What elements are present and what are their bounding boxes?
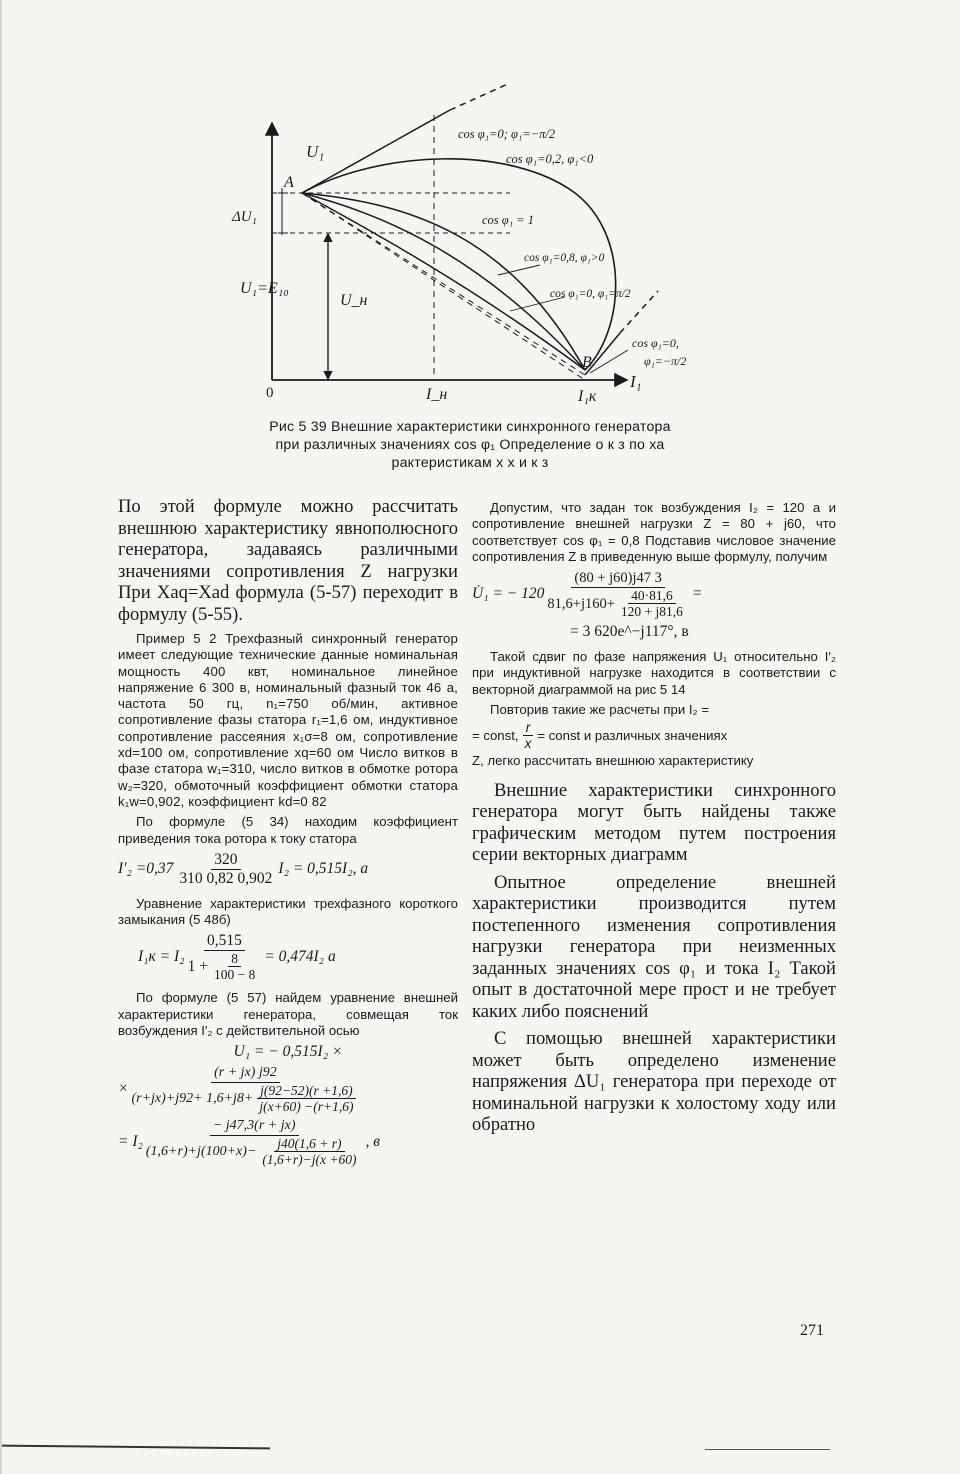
curve-label-cos0-b: cos φ₁=0, (632, 336, 679, 350)
u1-e10-label: U₁=E₁₀ (240, 280, 289, 297)
example-5-2: Пример 5 2 Трехфазный синхронный генератор имеет следующие технические данные номинальная мощность 400 квт, номинальное линейное напряжение 6 300 в, номинальный фазный ток 46 а, частота 50 гц, n₁=750 об/мин, активное сопротивление фазы статора r₁=1,6 ом, индуктивное сопротивление рассеяния x₁σ=8 ом, сопротивление xd=100 ом, сопротивление xq=60 ом Число витков в фазе статора w₁=310, число витков в обмотке ротора w₂=320, обмоточный коэффициент обмотки статора k₁w=0,902, коэффициент kd=0 82 (118, 631, 458, 809)
curve-cos0-negative (302, 110, 450, 193)
external-characteristic-text: По формуле (5 57) найдем уравнение внешней характеристики генератора, совмещая ток возбуждения I′₂ с действительной осью (118, 990, 458, 1039)
repeat-calc-line: Повторив такие же расчеты при I₂ = (490, 702, 710, 718)
phase-shift-text: Такой сдвиг по фазе напряжения U₁ относительно I′₂ при индуктивной нагрузке находится в соответствии с векторной диаграммой на рис 5 14 (472, 649, 836, 697)
short-circuit-text: Уравнение характеристики трехфазного короткого замыкания (5 48б) (118, 895, 458, 928)
repeat-calc-formula: = const, $\frac{r}{x}$ = const и различных значениях (472, 720, 728, 752)
figure-caption (190, 418, 750, 472)
formula-u1-numeric: U̇₁ = − 120 (80 + j60)j47 3 81,6+j160+ $\frac{40\cdot 81,6}{120 + j81,6}$ = = 3 620e^−j117°, в (472, 569, 836, 641)
caption-line-2: при различных значениях cos φ₁ Определение о к з по ха (275, 437, 665, 453)
dashed-chord (302, 193, 585, 375)
curve-label-cos0-pos: cos φ₁=0, φ₁=π/2 (550, 288, 631, 300)
curve-label-cos02: cos φ₁=0,2, φ₁<0 (506, 152, 594, 166)
i1-axis-label: I₁ (630, 372, 642, 391)
point-a-label: A (284, 174, 294, 191)
scan-artifact-line-right (705, 1449, 830, 1450)
curve-cos08-positive (302, 193, 585, 370)
given-values-text: Допустим, что задан ток возбуждения I₂ = 120 а и сопротивление внешней нагрузки Z = 80 + j60, что соответствует cos φ₁ = 0,8 Подставив числовое значение сопротивления Z в приведенную выше формулу, получим (472, 500, 836, 564)
curve-cos1 (302, 193, 585, 370)
formula-i2-reduction: I′₂ =0,37 $\frac{320}{310 0,82 0,902}$ I₂ = 0,515I₂, а (118, 850, 369, 887)
repeat-calc-end: Z, легко рассчитать внешнюю характеристику (472, 753, 754, 769)
u1-axis-label: U₁ (306, 142, 325, 161)
paragraph-formula-usage: По этой формуле можно рассчитать внешнюю характеристику явнополюсного генератора, задаваясь различными значениями сопротивления Z нагрузки При Xaq=Xad формула (5-57) переходит в формулу (5-55). (118, 496, 458, 625)
ih-label: I_н (426, 386, 448, 403)
formula-u1-general: U₁ = − 0,515I₂ × × (r + jx) j92 (r+jx)+j92+ 1,6+j8+ $\frac{j(92-52)(r +1,6)}{j(x+60) -(r+1,6)}$ = I₂ − j47,3(r + jx) (1,6+r)+j(100+x)− $\frac{j40(1,6 + r)}{(1,6+r)-j(x +60)}$ , в (118, 1043, 380, 1168)
i1k-label: I₁к (578, 388, 597, 405)
scan-artifact-left-edge (0, 0, 2, 1474)
delta-u-label: ΔU₁ (232, 209, 257, 225)
caption-line-1: Рис 5 39 Внешние характеристики синхронного генератора (269, 419, 671, 435)
curve-cos0-positive (302, 193, 585, 370)
curve-label-cos08: cos φ₁=0,8, φ₁>0 (524, 252, 605, 264)
characteristics-plot (180, 75, 740, 410)
paragraph-graphical-method: Внешние характеристики синхронного генератора могут быть найдены также графическим методом путем построения серии векторных диаграмм (472, 779, 836, 866)
formula-result: = 3 620e^−j117°, в (570, 623, 689, 641)
left-column (118, 496, 458, 1175)
scan-artifact-line (0, 1445, 270, 1450)
page-number: 271 (800, 1322, 824, 1339)
curve-label-phi-b: φ₁=−π/2 (644, 354, 687, 368)
point-b-label: B (582, 354, 592, 371)
origin-label: 0 (266, 385, 274, 401)
paragraph-voltage-change: С помощью внешней характеристики может быть определено изменение напряжения ΔU₁ генератора при переходе от номинальной нагрузки к холостому ходу или обратно (472, 1028, 836, 1136)
paragraph-experimental: Опытное определение внешней характеристики производится путем постепенного изменения сопротивления нагрузки генератора при неизменных заданных значениях cos φ₁ и тока I₂ Такой опыт в достаточной мере прост и не требует каких либо пояснений (472, 871, 836, 1022)
curve-label-cos1: cos φ₁ = 1 (482, 213, 534, 227)
uh-label: U_н (340, 292, 368, 309)
coefficient-text: По формуле (5 34) находим коэффициент приведения тока ротора к току статора (118, 814, 458, 846)
external-characteristics-figure (180, 75, 740, 410)
formula-short-circuit: I₁к = I₂ 0,515 1 + $\frac{8}{100 - 8}$ = 0,474I₂ а (138, 932, 336, 983)
curve-label-cos0-neg: cos φ₁=0; φ₁=−π/2 (458, 127, 556, 141)
caption-line-3: рактеристикам х х и к з (391, 455, 549, 471)
curve-cos02-negative (302, 159, 616, 370)
right-column (472, 500, 836, 1142)
